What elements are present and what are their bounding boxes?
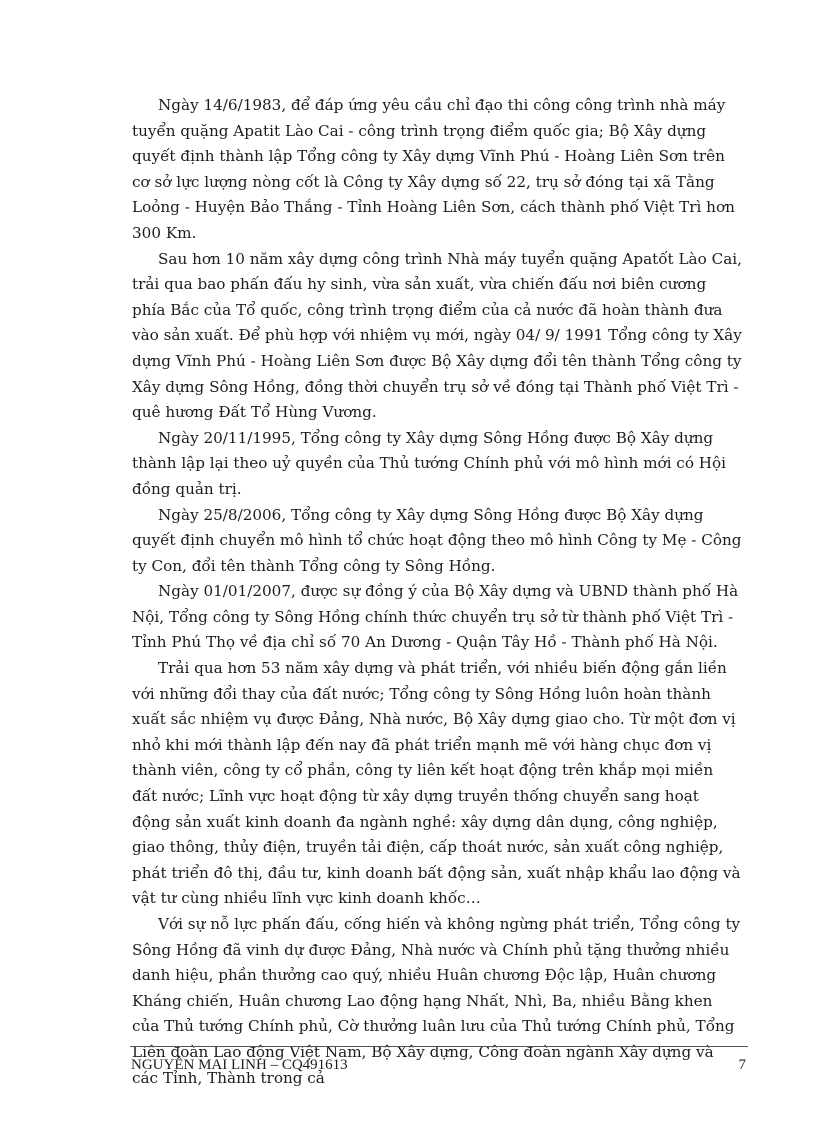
paragraph-1: Ngày 14/6/1983, để đáp ứng yêu cầu chỉ đạo thi công công trình nhà máy tuyển quặng Apatit Lào Cai - công trình trọng điểm quốc gia; Bộ Xây dựng quyết định thành lập Tổng công ty Xây dựng Vĩnh Phú - Hoàng Liên Sơn trên cơ sở lực lượng nòng cốt là Công ty Xây dựng số 22, trụ sở đóng tại xã Tằng Loỏng - Huyện Bảo Thắng - Tỉnh Hoàng Liên Sơn, cách thành phố Việt Trì hơn 300 Km. (132, 96, 735, 242)
paragraph-6: Trải qua hơn 53 năm xây dựng và phát triển, với nhiều biến động gắn liền với những đổi thay của đất nước; Tổng công ty Sông Hồng luôn hoàn thành xuất sắc nhiệm vụ được Đảng, Nhà nước, Bộ Xây dựng giao cho. Từ một đơn vị nhỏ khi mới thành lập đến nay đã phát triển mạnh mẽ với hàng chục đơn vị thành viên, công ty cổ phần, công ty liên kết hoạt động trên khắp mọi miền đất nước; Lĩnh vực hoạt động từ xây dựng truyền thống chuyển sang hoạt động sản xuất kinh doanh đa ngành nghề: xây dựng dân dụng, công nghiệp, giao thông, thủy điện, truyền tải điện, cấp thoát nước, sản xuất công nghiệp, phát triển đô thị, đầu tư, kinh doanh bất động sản, xuất nhập khẩu lao động và vật tư cùng nhiều lĩnh vực kinh doanh khốc… (132, 659, 741, 908)
footer-divider (130, 1046, 748, 1047)
paragraph-7: Với sự nỗ lực phấn đấu, cống hiến và không ngừng phát triển, Tổng công ty Sông Hồng đã vinh dự được Đảng, Nhà nước và Chính phủ tặng thưởng nhiều danh hiệu, phần thưởng cao quý, nhiều Huân chương Độc lập, Huân chương Kháng chiến, Huân chương Lao động hạng Nhất, Nhì, Ba, nhiều Bằng khen của Thủ tướng Chính phủ, Cờ thưởng luân lưu của Thủ tướng Chính phủ, Tổng Liên đoàn Lao động Việt Nam, Bộ Xây dựng, Công đoàn ngành Xây dựng và các Tỉnh, Thành trong cả (132, 915, 741, 1087)
paragraph-3: Ngày 20/11/1995, Tổng công ty Xây dựng Sông Hồng được Bộ Xây dựng thành lập lại theo uỷ quyền của Thủ tướng Chính phủ với mô hình mới có Hội đồng quản trị. (132, 428, 727, 498)
paragraph-4: Ngày 25/8/2006, Tổng công ty Xây dựng Sông Hồng được Bộ Xây dựng quyết định chuyển mô hình tổ chức hoạt động theo mô hình Công ty Mẹ - Công ty Con, đổi tên thành Tổng công ty Sông Hồng. (132, 505, 742, 575)
footer-author: NGUYỄN MAI LINH – CQ491613 (131, 1057, 348, 1073)
paragraph-2: Sau hơn 10 năm xây dựng công trình Nhà máy tuyển quặng Apatốt Lào Cai, trải qua bao phấn đấu hy sinh, vừa sản xuất, vừa chiến đấu nơi biên cương phía Bắc của Tổ quốc, công trình trọng điểm của cả nước đã hoàn thành đưa vào sản xuất. Để phù hợp với nhiệm vụ mới, ngày 04/ 9/ 1991 Tổng công ty Xây dựng Vĩnh Phú - Hoàng Liên Sơn được Bộ Xây dựng đổi tên thành Tổng công ty Xây dựng Sông Hồng, đồng thời chuyển trụ sở về đóng tại Thành phố Việt Trì - quê hương Đất Tổ Hùng Vương. (132, 249, 742, 422)
body-text (132, 93, 742, 1091)
page-number: 7 (738, 1057, 746, 1073)
paragraph-5: Ngày 01/01/2007, được sự đồng ý của Bộ Xây dựng và UBND thành phố Hà Nội, Tổng công ty Sông Hồng chính thức chuyển trụ sở từ thành phố Việt Trì - Tỉnh Phú Thọ về địa chỉ số 70 An Dương - Quận Tây Hồ - Thành phố Hà Nội. (132, 582, 739, 652)
